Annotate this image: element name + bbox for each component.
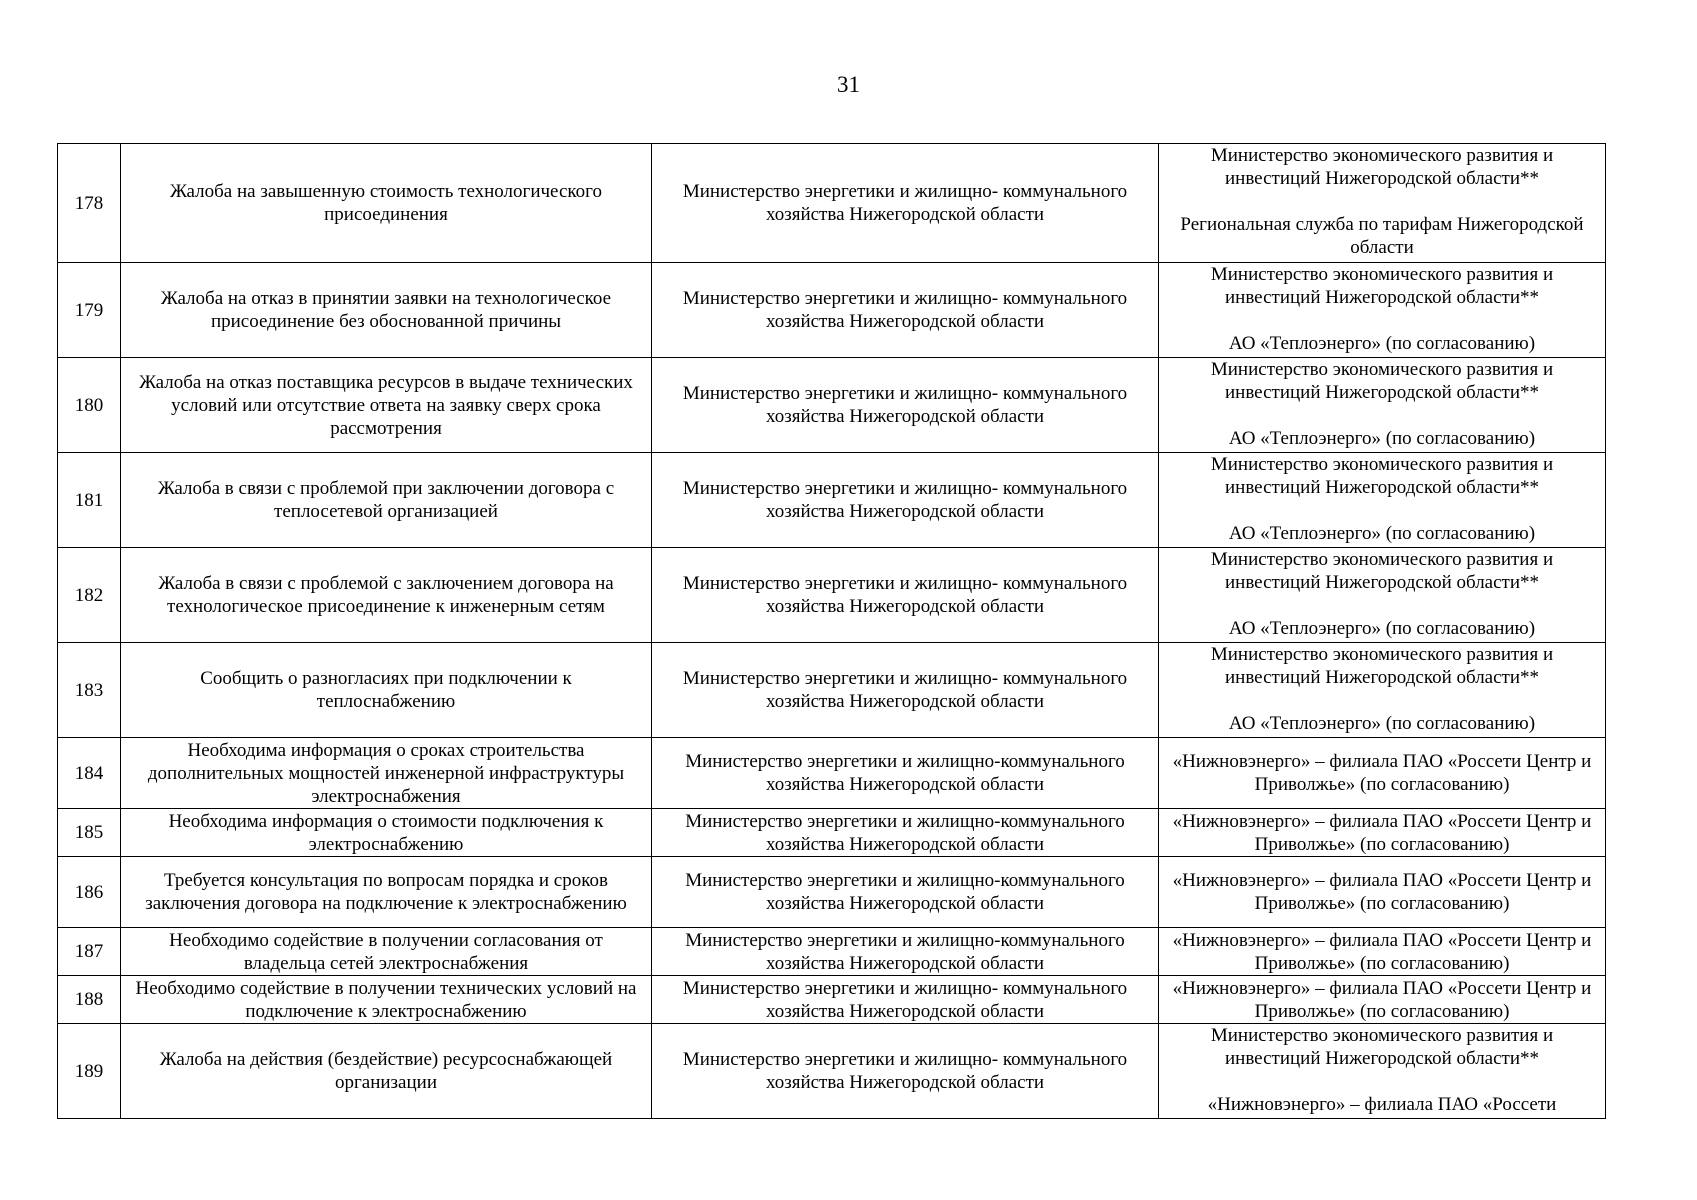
row-number: 182 <box>58 548 121 643</box>
row-number: 181 <box>58 453 121 548</box>
row-number: 179 <box>58 263 121 358</box>
executor-cell: Министерство энергетики и жилищно- коммунального хозяйства Нижегородской области <box>652 144 1159 263</box>
executor-cell: Министерство энергетики и жилищно- коммунального хозяйства Нижегородской области <box>652 643 1159 738</box>
subject-cell: Жалоба на завышенную стоимость технологического присоединения <box>121 144 652 263</box>
executor-cell: Министерство энергетики и жилищно- коммунального хозяйства Нижегородской области <box>652 1024 1159 1119</box>
row-number: 186 <box>58 857 121 928</box>
coexecutor-primary: Министерство экономического развития и инвестиций Нижегородской области** <box>1210 359 1554 403</box>
executor-cell: Министерство энергетики и жилищно- коммунального хозяйства Нижегородской области <box>652 263 1159 358</box>
executor-cell: Министерство энергетики и жилищно- коммунального хозяйства Нижегородской области <box>652 358 1159 453</box>
coexecutor-cell <box>1159 263 1606 358</box>
row-number: 184 <box>58 738 121 809</box>
executor-cell: Министерство энергетики и жилищно- коммунального хозяйства Нижегородской области <box>652 976 1159 1024</box>
coexecutor-primary: Министерство экономического развития и инвестиций Нижегородской области** <box>1210 1025 1554 1069</box>
coexecutor-cell: «Нижновэнерго» – филиала ПАО «Россети Центр и Приволжье» (по согласованию) <box>1159 928 1606 976</box>
subject-cell: Необходима информация о стоимости подключения к электроснабжению <box>121 809 652 857</box>
table-row <box>58 144 1606 263</box>
table-row <box>58 928 1606 976</box>
subject-cell: Необходима информация о сроках строительства дополнительных мощностей инженерной инфраструктуры электроснабжения <box>121 738 652 809</box>
row-number: 178 <box>58 144 121 263</box>
executor-cell: Министерство энергетики и жилищно-коммунального хозяйства Нижегородской области <box>652 809 1159 857</box>
table-row <box>58 809 1606 857</box>
coexecutor-primary: Министерство экономического развития и инвестиций Нижегородской области** <box>1210 454 1554 498</box>
coexecutor-primary: Министерство экономического развития и инвестиций Нижегородской области** <box>1210 644 1554 688</box>
subject-cell: Жалоба на действия (бездействие) ресурсоснабжающей организации <box>121 1024 652 1119</box>
row-number: 185 <box>58 809 121 857</box>
coexecutor-cell: «Нижновэнерго» – филиала ПАО «Россети Центр и Приволжье» (по согласованию) <box>1159 738 1606 809</box>
table-row <box>58 857 1606 928</box>
table-row <box>58 453 1606 548</box>
table-row <box>58 548 1606 643</box>
row-number: 183 <box>58 643 121 738</box>
subject-cell: Необходимо содействие в получении технических условий на подключение к электроснабжению <box>121 976 652 1024</box>
coexecutor-primary: Министерство экономического развития и инвестиций Нижегородской области** <box>1210 549 1554 593</box>
coexecutor-cell <box>1159 643 1606 738</box>
executor-cell: Министерство энергетики и жилищно-коммунального хозяйства Нижегородской области <box>652 928 1159 976</box>
coexecutor-primary: Министерство экономического развития и инвестиций Нижегородской области** <box>1210 145 1554 189</box>
coexecutor-cell <box>1159 144 1606 263</box>
table-row <box>58 643 1606 738</box>
subject-cell: Жалоба на отказ поставщика ресурсов в выдаче технических условий или отсутствие ответа на заявку сверх срока рассмотрения <box>121 358 652 453</box>
coexecutor-secondary: АО «Теплоэнерго» (по согласованию) <box>1228 333 1536 354</box>
subject-cell: Жалоба на отказ в принятии заявки на технологическое присоединение без обоснованной причины <box>121 263 652 358</box>
coexecutor-secondary: АО «Теплоэнерго» (по согласованию) <box>1228 713 1536 734</box>
responsibility-table <box>57 143 1606 1119</box>
page-number: 31 <box>837 72 860 97</box>
coexecutor-secondary: АО «Теплоэнерго» (по согласованию) <box>1228 618 1536 639</box>
subject-cell: Необходимо содействие в получении согласования от владельца сетей электроснабжения <box>121 928 652 976</box>
coexecutor-cell <box>1159 358 1606 453</box>
row-number: 189 <box>58 1024 121 1119</box>
coexecutor-cell: «Нижновэнерго» – филиала ПАО «Россети Центр и Приволжье» (по согласованию) <box>1159 809 1606 857</box>
coexecutor-secondary: АО «Теплоэнерго» (по согласованию) <box>1228 428 1536 449</box>
table-row <box>58 738 1606 809</box>
coexecutor-secondary: Региональная служба по тарифам Нижегородской области <box>1180 214 1584 258</box>
coexecutor-cell: «Нижновэнерго» – филиала ПАО «Россети Центр и Приволжье» (по согласованию) <box>1159 976 1606 1024</box>
subject-cell: Жалоба в связи с проблемой с заключением договора на технологическое присоединение к инженерным сетям <box>121 548 652 643</box>
coexecutor-secondary: «Нижновэнерго» – филиала ПАО «Россети <box>1207 1094 1557 1115</box>
executor-cell: Министерство энергетики и жилищно-коммунального хозяйства Нижегородской области <box>652 857 1159 928</box>
coexecutor-primary: Министерство экономического развития и инвестиций Нижегородской области** <box>1210 264 1554 308</box>
subject-cell: Требуется консультация по вопросам порядка и сроков заключения договора на подключение к электроснабжению <box>121 857 652 928</box>
executor-cell: Министерство энергетики и жилищно-коммунального хозяйства Нижегородской области <box>652 738 1159 809</box>
table-row <box>58 263 1606 358</box>
executor-cell: Министерство энергетики и жилищно- коммунального хозяйства Нижегородской области <box>652 548 1159 643</box>
table-row <box>58 1024 1606 1119</box>
table-row <box>58 976 1606 1024</box>
coexecutor-cell <box>1159 548 1606 643</box>
subject-cell: Жалоба в связи с проблемой при заключении договора с теплосетевой организацией <box>121 453 652 548</box>
coexecutor-cell: «Нижновэнерго» – филиала ПАО «Россети Центр и Приволжье» (по согласованию) <box>1159 857 1606 928</box>
row-number: 180 <box>58 358 121 453</box>
table-row <box>58 358 1606 453</box>
row-number: 188 <box>58 976 121 1024</box>
row-number: 187 <box>58 928 121 976</box>
coexecutor-cell <box>1159 453 1606 548</box>
executor-cell: Министерство энергетики и жилищно- коммунального хозяйства Нижегородской области <box>652 453 1159 548</box>
coexecutor-secondary: АО «Теплоэнерго» (по согласованию) <box>1228 523 1536 544</box>
coexecutor-cell <box>1159 1024 1606 1119</box>
subject-cell: Сообщить о разногласиях при подключении к теплоснабжению <box>121 643 652 738</box>
